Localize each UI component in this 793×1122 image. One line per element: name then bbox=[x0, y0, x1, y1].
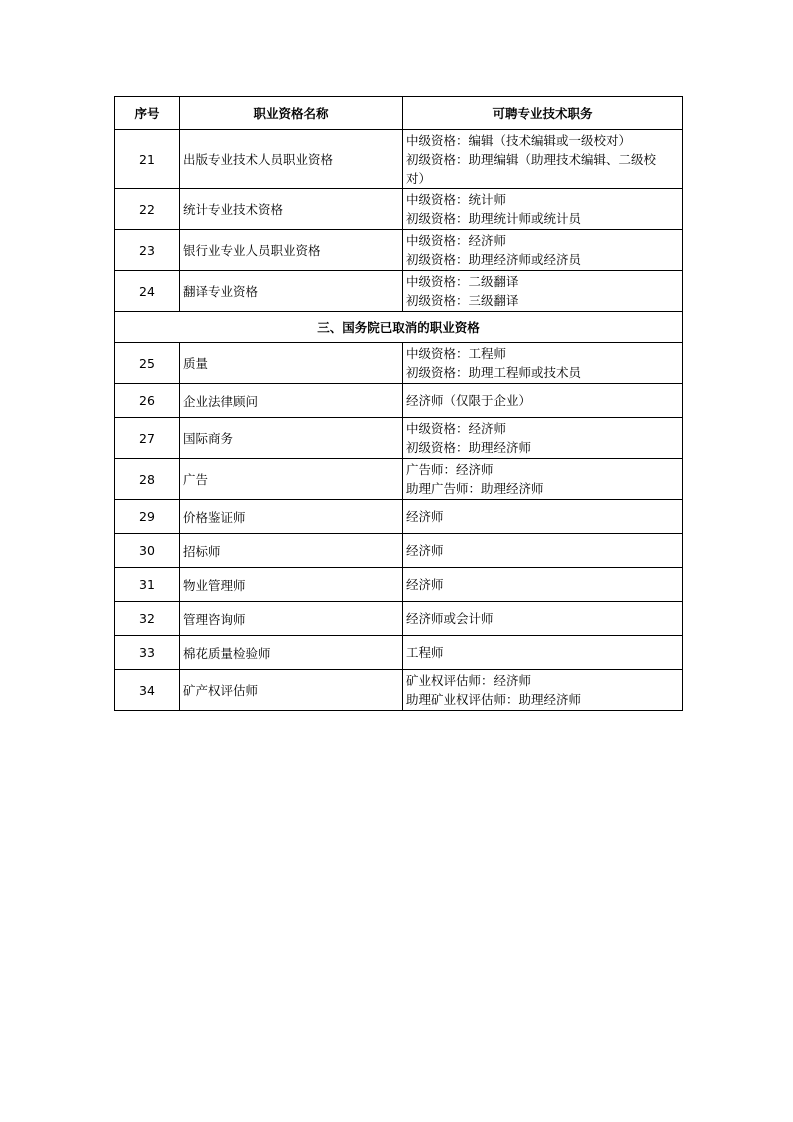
table-row bbox=[115, 670, 683, 711]
row-num: 30 bbox=[115, 534, 180, 568]
row-duty bbox=[403, 602, 683, 636]
row-num: 34 bbox=[115, 670, 180, 711]
row-name: 统计专业技术资格 bbox=[180, 189, 403, 230]
row-duty bbox=[403, 271, 683, 312]
row-name: 银行业专业人员职业资格 bbox=[180, 230, 403, 271]
duty-line: 经济师或会计师 bbox=[406, 611, 494, 626]
duty-line: 初级资格：助理编辑（助理技术编辑、二级校 bbox=[406, 151, 657, 167]
duty-line: 初级资格：助理经济师 bbox=[406, 440, 532, 455]
duty-line: 中级资格：经济师 bbox=[406, 233, 507, 248]
row-duty bbox=[403, 459, 683, 500]
duty-line: 对） bbox=[406, 170, 432, 186]
row-duty bbox=[403, 568, 683, 602]
table-row bbox=[115, 534, 683, 568]
table-row bbox=[115, 271, 683, 312]
table-row bbox=[115, 418, 683, 459]
table-row bbox=[115, 189, 683, 230]
duty-line: 初级资格：助理经济师或经济员 bbox=[406, 252, 582, 267]
table-row bbox=[115, 500, 683, 534]
row-duty bbox=[403, 230, 683, 271]
table-header-row bbox=[115, 97, 683, 130]
row-num: 21 bbox=[115, 130, 180, 189]
row-num: 32 bbox=[115, 602, 180, 636]
row-duty bbox=[403, 384, 683, 418]
table-row bbox=[115, 230, 683, 271]
duty-line: 助理广告师：助理经济师 bbox=[406, 481, 544, 496]
row-duty bbox=[403, 418, 683, 459]
row-name: 矿产权评估师 bbox=[180, 670, 403, 711]
row-num: 31 bbox=[115, 568, 180, 602]
header-duty: 可聘专业技术职务 bbox=[403, 97, 683, 130]
row-num: 23 bbox=[115, 230, 180, 271]
row-duty bbox=[403, 636, 683, 670]
table-row bbox=[115, 636, 683, 670]
row-num: 33 bbox=[115, 636, 180, 670]
row-name: 翻译专业资格 bbox=[180, 271, 403, 312]
row-num: 22 bbox=[115, 189, 180, 230]
row-duty bbox=[403, 500, 683, 534]
row-name: 出版专业技术人员职业资格 bbox=[180, 130, 403, 189]
duty-line: 中级资格：工程师 bbox=[406, 346, 507, 361]
duty-line: 中级资格：二级翻译 bbox=[406, 274, 519, 289]
duty-line: 广告师：经济师 bbox=[406, 462, 494, 477]
duty-line: 初级资格：助理工程师或技术员 bbox=[406, 365, 582, 380]
row-name: 质量 bbox=[180, 343, 403, 384]
duty-line: 中级资格：经济师 bbox=[406, 421, 507, 436]
table-row bbox=[115, 602, 683, 636]
duty-line: 工程师 bbox=[406, 645, 444, 660]
section-title: 三、国务院已取消的职业资格 bbox=[115, 312, 683, 343]
duty-line: 经济师（仅限于企业） bbox=[406, 393, 532, 408]
table-row bbox=[115, 459, 683, 500]
duty-line: 经济师 bbox=[406, 577, 444, 592]
row-duty bbox=[403, 343, 683, 384]
table-row bbox=[115, 130, 683, 189]
row-name: 国际商务 bbox=[180, 418, 403, 459]
qualification-table bbox=[114, 96, 683, 711]
row-duty bbox=[403, 534, 683, 568]
row-num: 27 bbox=[115, 418, 180, 459]
duty-line: 初级资格：助理统计师或统计员 bbox=[406, 211, 582, 226]
row-name: 企业法律顾问 bbox=[180, 384, 403, 418]
row-name: 价格鉴证师 bbox=[180, 500, 403, 534]
duty-line: 中级资格：统计师 bbox=[406, 192, 507, 207]
duty-line: 经济师 bbox=[406, 543, 444, 558]
row-num: 25 bbox=[115, 343, 180, 384]
row-name: 管理咨询师 bbox=[180, 602, 403, 636]
row-duty bbox=[403, 670, 683, 711]
row-duty bbox=[403, 189, 683, 230]
row-name: 物业管理师 bbox=[180, 568, 403, 602]
duty-line: 经济师 bbox=[406, 509, 444, 524]
header-name: 职业资格名称 bbox=[180, 97, 403, 130]
row-name: 广告 bbox=[180, 459, 403, 500]
row-num: 24 bbox=[115, 271, 180, 312]
duty-line: 中级资格：编辑（技术编辑或一级校对） bbox=[406, 132, 632, 148]
duty-line: 初级资格：三级翻译 bbox=[406, 293, 519, 308]
table-row bbox=[115, 568, 683, 602]
row-num: 28 bbox=[115, 459, 180, 500]
row-name: 棉花质量检验师 bbox=[180, 636, 403, 670]
section-row bbox=[115, 312, 683, 343]
duty-line: 助理矿业权评估师：助理经济师 bbox=[406, 692, 582, 707]
table-row bbox=[115, 343, 683, 384]
row-num: 29 bbox=[115, 500, 180, 534]
row-duty bbox=[403, 130, 683, 189]
header-num: 序号 bbox=[115, 97, 180, 130]
row-name: 招标师 bbox=[180, 534, 403, 568]
table-row bbox=[115, 384, 683, 418]
row-num: 26 bbox=[115, 384, 180, 418]
duty-line: 矿业权评估师：经济师 bbox=[406, 673, 532, 688]
